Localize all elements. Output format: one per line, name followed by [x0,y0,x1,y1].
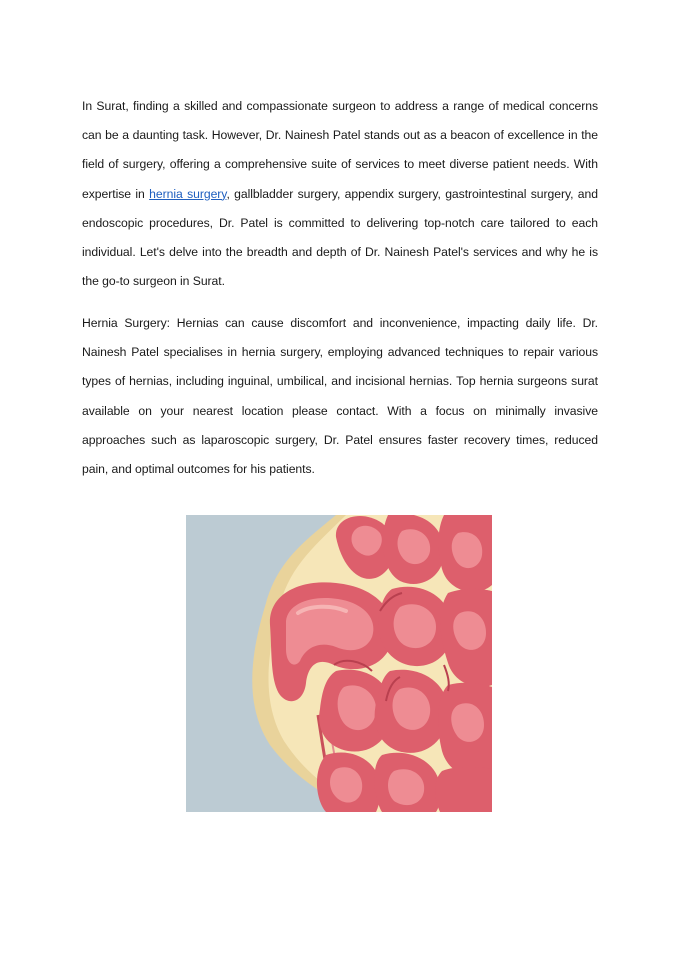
hernia-illustration [186,515,492,812]
hernia-surgery-link[interactable]: hernia surgery [149,186,227,201]
hernia-surgery-paragraph: Hernia Surgery: Hernias can cause discomfort and inconvenience, impacting daily life. Dr. Nainesh Patel specialises in hernia surgery, employing advanced techniques to repair various types of hernias, including inguinal, umbilical, and incisional hernias. Top hernia surgeons surat available on your nearest location please contact. With a focus on minimally invasive approaches such as laparoscopic surgery, Dr. Patel ensures faster recovery times, reduced pain, and optimal outcomes for his patients. [82,316,598,477]
intro-text-end: , gallbladder surgery, appendix surgery, gastrointestinal surgery, and endoscopic procedures, Dr. Patel is committed to delivering top-notch care tailored to each individual. Let's delve into the breadth and depth of Dr. Nainesh Patel's services and why he is the go-to surgeon in Surat. [82,186,598,289]
intro-text-start: In Surat, finding a skilled and compassionate surgeon to address a range of medical concerns can be a daunting task. However, Dr. Nainesh Patel stands out as a beacon of excellence in the field of surgery, offering a comprehensive suite of services to meet diverse patient needs. With expertise in [82,99,598,201]
intro-paragraph [82,92,598,296]
